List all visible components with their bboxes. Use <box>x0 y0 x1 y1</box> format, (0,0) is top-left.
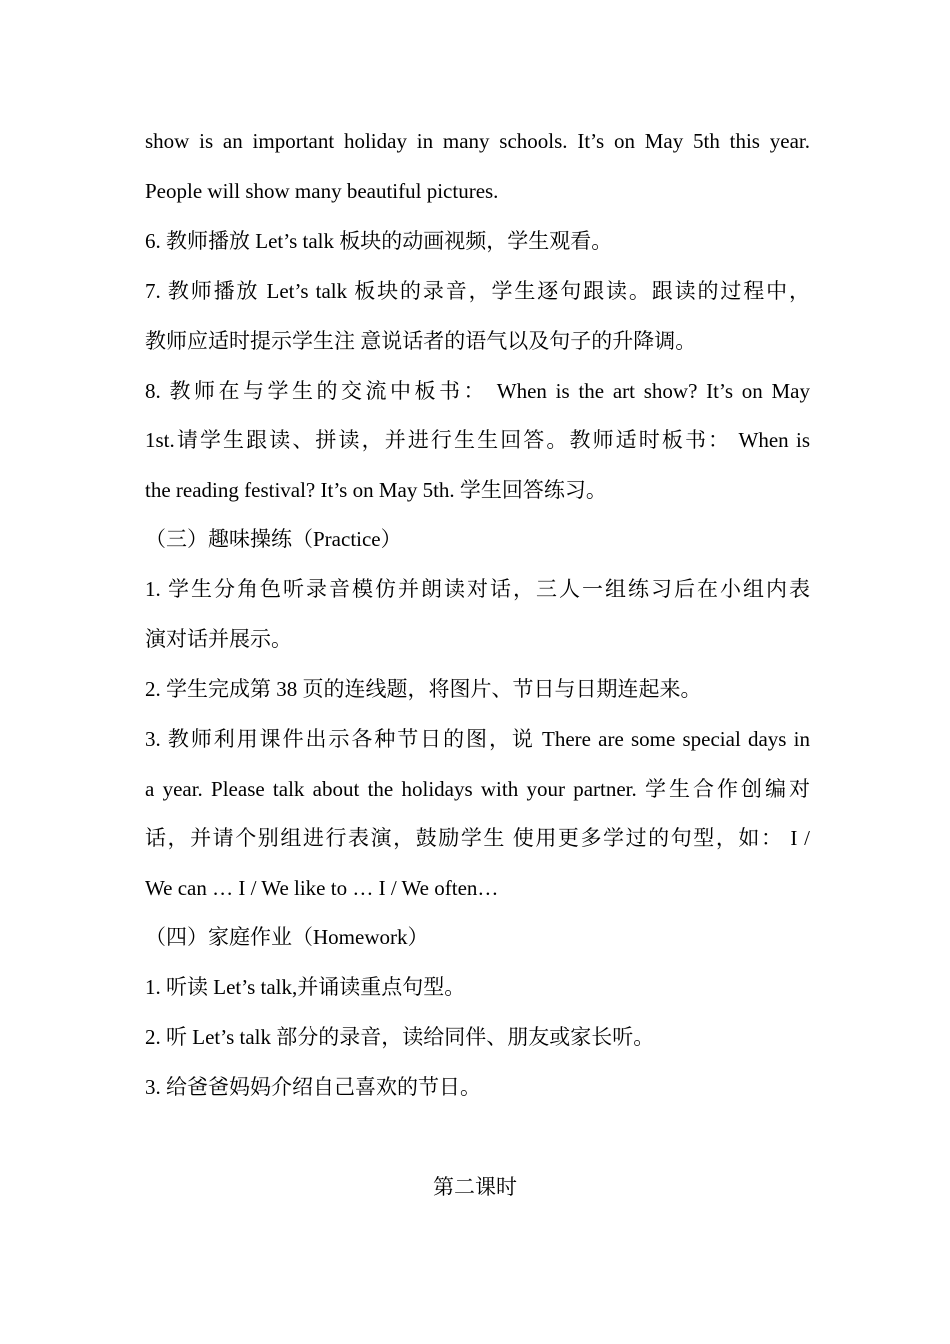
text-line: People will show many beautiful pictures. <box>145 179 499 203</box>
text-line: 演对话并展示。 <box>145 627 292 651</box>
text-line: 1. 听读 Let’s talk,并诵读重点句型。 <box>145 975 466 999</box>
text-line: a year. Please talk about the holidays with your partner. 学生合作创编对 <box>145 777 810 801</box>
text-line: We can … I / We like to … I / We often… <box>145 876 499 900</box>
text-line: 1. 学生分角色听录音模仿并朗读对话，三人一组练习后在小组内表 <box>145 577 810 601</box>
text-line: 话，并请个别组进行表演，鼓励学生 使用更多学过的句型，如： I / <box>145 826 810 850</box>
text-line: 8. 教师在与学生的交流中板书： When is the art show? It’s on May <box>145 379 810 403</box>
text-line: 7. 教师播放 Let’s talk 板块的录音，学生逐句跟读。跟读的过程中， <box>145 279 810 303</box>
text-line: 1st.请学生跟读、拼读，并进行生生回答。教师适时板书： When is <box>145 428 810 452</box>
text-line: 2. 听 Let’s talk 部分的录音，读给同伴、朋友或家长听。 <box>145 1025 655 1049</box>
section-heading-practice: （三）趣味操练（Practice） <box>145 527 402 551</box>
text-line: 6. 教师播放 Let’s talk 板块的动画视频，学生观看。 <box>145 229 613 253</box>
text-line: 3. 教师利用课件出示各种节日的图，说 There are some special days in <box>145 727 810 751</box>
text-line: 教师应适时提示学生注 意说话者的语气以及句子的升降调。 <box>145 329 697 353</box>
text-line: 2. 学生完成第 38 页的连线题，将图片、节日与日期连起来。 <box>145 677 702 701</box>
text-line: 3. 给爸爸妈妈介绍自己喜欢的节日。 <box>145 1075 481 1099</box>
section-heading-homework: （四）家庭作业（Homework） <box>145 925 429 949</box>
text-line: the reading festival? It’s on May 5th. 学生回答练习。 <box>145 478 607 502</box>
text-line: show is an important holiday in many schools. It’s on May 5th this year. <box>145 129 810 153</box>
section-title: 第二课时 <box>433 1175 517 1199</box>
